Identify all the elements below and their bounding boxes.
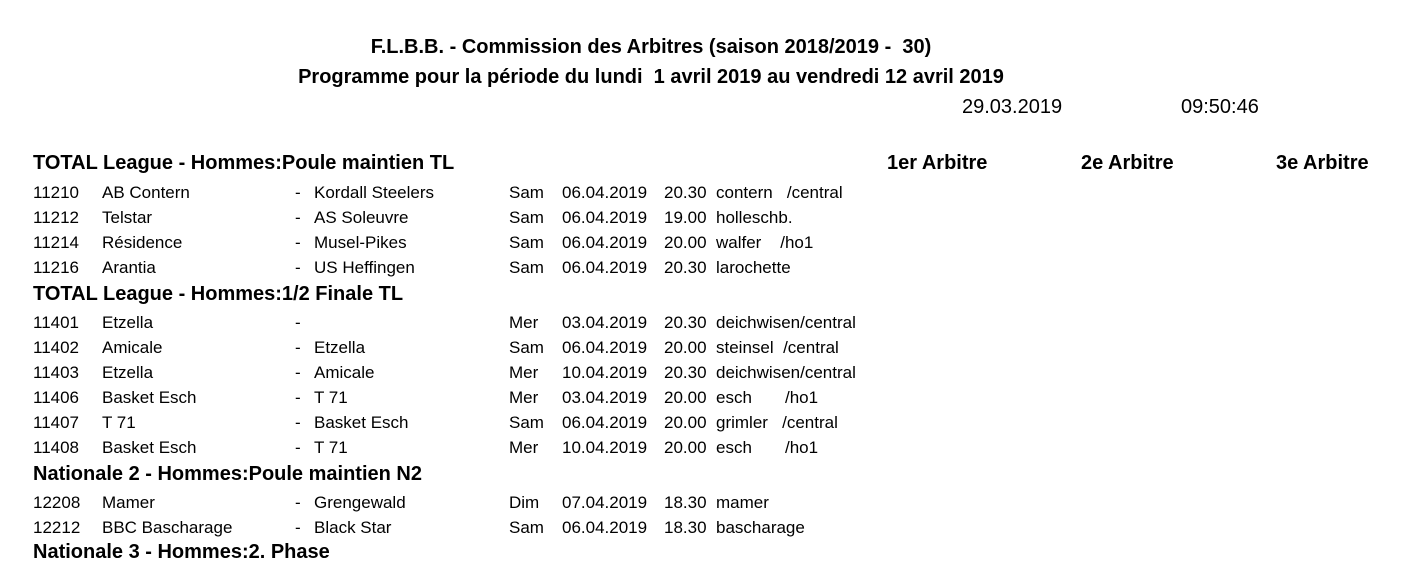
game-date: 06.04.2019 — [562, 413, 648, 432]
table-row — [0, 313, 1418, 338]
home-team: AB Contern — [102, 183, 190, 202]
table-row — [0, 338, 1418, 363]
game-date: 06.04.2019 — [562, 338, 648, 357]
table-row — [0, 518, 1418, 543]
separator: - — [295, 183, 301, 202]
separator: - — [295, 413, 301, 432]
table-row — [0, 413, 1418, 438]
game-number: 11216 — [33, 258, 80, 277]
game-date: 06.04.2019 — [562, 518, 648, 537]
game-venue: esch /ho1 — [716, 388, 819, 407]
game-number: 11212 — [33, 208, 80, 227]
separator: - — [295, 313, 301, 332]
section-title: TOTAL League - Hommes:Poule maintien TL — [33, 152, 455, 174]
away-team: T 71 — [314, 438, 348, 457]
game-day: Mer — [509, 313, 539, 332]
home-team: Etzella — [102, 363, 154, 382]
game-date: 07.04.2019 — [562, 493, 648, 512]
game-day: Sam — [509, 208, 544, 227]
game-venue: contern /central — [716, 183, 843, 202]
table-row — [0, 363, 1418, 388]
table-row — [0, 183, 1418, 208]
game-venue: steinsel /central — [716, 338, 839, 357]
home-team: Basket Esch — [102, 438, 197, 457]
game-number: 11210 — [33, 183, 80, 202]
game-time: 20.00 — [664, 413, 707, 432]
game-date: 03.04.2019 — [562, 313, 648, 332]
game-number: 11408 — [33, 438, 80, 457]
game-date: 10.04.2019 — [562, 438, 648, 457]
game-date: 06.04.2019 — [562, 258, 648, 277]
referee-header-3: 3e Arbitre — [1276, 152, 1369, 174]
separator: - — [295, 233, 301, 252]
away-team: Grengewald — [314, 493, 406, 512]
game-time: 20.30 — [664, 363, 707, 382]
table-row — [0, 208, 1418, 233]
home-team: Arantia — [102, 258, 156, 277]
game-day: Sam — [509, 233, 544, 252]
report-subtitle: Programme pour la période du lundi 1 avril 2019 au vendredi 12 avril 2019 — [298, 66, 1004, 88]
game-time: 20.00 — [664, 438, 707, 457]
referee-header-2: 2e Arbitre — [1081, 152, 1174, 174]
game-day: Sam — [509, 258, 544, 277]
separator: - — [295, 518, 301, 537]
game-time: 20.00 — [664, 388, 707, 407]
away-team: US Heffingen — [314, 258, 415, 277]
home-team: Amicale — [102, 338, 163, 357]
game-date: 06.04.2019 — [562, 183, 648, 202]
home-team: Etzella — [102, 313, 154, 332]
game-day: Sam — [509, 413, 544, 432]
referee-header-1: 1er Arbitre — [887, 152, 988, 174]
separator: - — [295, 438, 301, 457]
game-time: 20.30 — [664, 183, 707, 202]
game-venue: grimler /central — [716, 413, 838, 432]
away-team: Black Star — [314, 518, 392, 537]
game-day: Sam — [509, 518, 544, 537]
separator: - — [295, 493, 301, 512]
game-number: 11402 — [33, 338, 80, 357]
away-team: AS Soleuvre — [314, 208, 409, 227]
separator: - — [295, 388, 301, 407]
game-day: Dim — [509, 493, 540, 512]
separator: - — [295, 208, 301, 227]
game-number: 12212 — [33, 518, 81, 537]
game-number: 11214 — [33, 233, 80, 252]
game-venue: walfer /ho1 — [716, 233, 814, 252]
game-number: 11407 — [33, 413, 80, 432]
game-time: 18.30 — [664, 493, 707, 512]
game-time: 19.00 — [664, 208, 707, 227]
game-venue: holleschb. — [716, 208, 793, 227]
home-team: Résidence — [102, 233, 183, 252]
table-row — [0, 493, 1418, 518]
separator: - — [295, 258, 301, 277]
game-time: 20.30 — [664, 313, 707, 332]
game-day: Mer — [509, 388, 539, 407]
game-day: Mer — [509, 438, 539, 457]
home-team: T 71 — [102, 413, 136, 432]
report-title: F.L.B.B. - Commission des Arbitres (saison 2018/2019 - 30) — [370, 36, 932, 58]
away-team: T 71 — [314, 388, 348, 407]
home-team: Mamer — [102, 493, 155, 512]
game-date: 06.04.2019 — [562, 233, 648, 252]
separator: - — [295, 363, 301, 382]
game-number: 11406 — [33, 388, 80, 407]
home-team: BBC Bascharage — [102, 518, 233, 537]
game-day: Sam — [509, 338, 544, 357]
game-date: 06.04.2019 — [562, 208, 648, 227]
game-venue: deichwisen/central — [716, 313, 856, 332]
away-team: Amicale — [314, 363, 375, 382]
game-time: 20.30 — [664, 258, 707, 277]
section-title: Nationale 2 - Hommes:Poule maintien N2 — [33, 463, 422, 485]
print-time: 09:50:46 — [1181, 96, 1259, 118]
game-time: 20.00 — [664, 233, 707, 252]
game-time: 20.00 — [664, 338, 707, 357]
game-venue: larochette — [716, 258, 791, 277]
game-venue: mamer — [716, 493, 769, 512]
game-venue: deichwisen/central — [716, 363, 856, 382]
game-date: 03.04.2019 — [562, 388, 648, 407]
away-team: Basket Esch — [314, 413, 409, 432]
print-date: 29.03.2019 — [962, 96, 1063, 118]
table-row — [0, 388, 1418, 413]
away-team: Musel-Pikes — [314, 233, 407, 252]
game-number: 12208 — [33, 493, 81, 512]
table-row — [0, 258, 1418, 283]
section-title: TOTAL League - Hommes:1/2 Finale TL — [33, 283, 404, 305]
game-day: Mer — [509, 363, 539, 382]
away-team: Kordall Steelers — [314, 183, 435, 202]
section-title: Nationale 3 - Hommes:2. Phase — [33, 541, 330, 563]
game-date: 10.04.2019 — [562, 363, 648, 382]
game-day: Sam — [509, 183, 544, 202]
table-row — [0, 438, 1418, 463]
table-row — [0, 233, 1418, 258]
game-time: 18.30 — [664, 518, 707, 537]
game-venue: esch /ho1 — [716, 438, 819, 457]
game-number: 11401 — [33, 313, 80, 332]
separator: - — [295, 338, 301, 357]
home-team: Basket Esch — [102, 388, 197, 407]
game-number: 11403 — [33, 363, 80, 382]
home-team: Telstar — [102, 208, 153, 227]
away-team: Etzella — [314, 338, 366, 357]
game-venue: bascharage — [716, 518, 805, 537]
